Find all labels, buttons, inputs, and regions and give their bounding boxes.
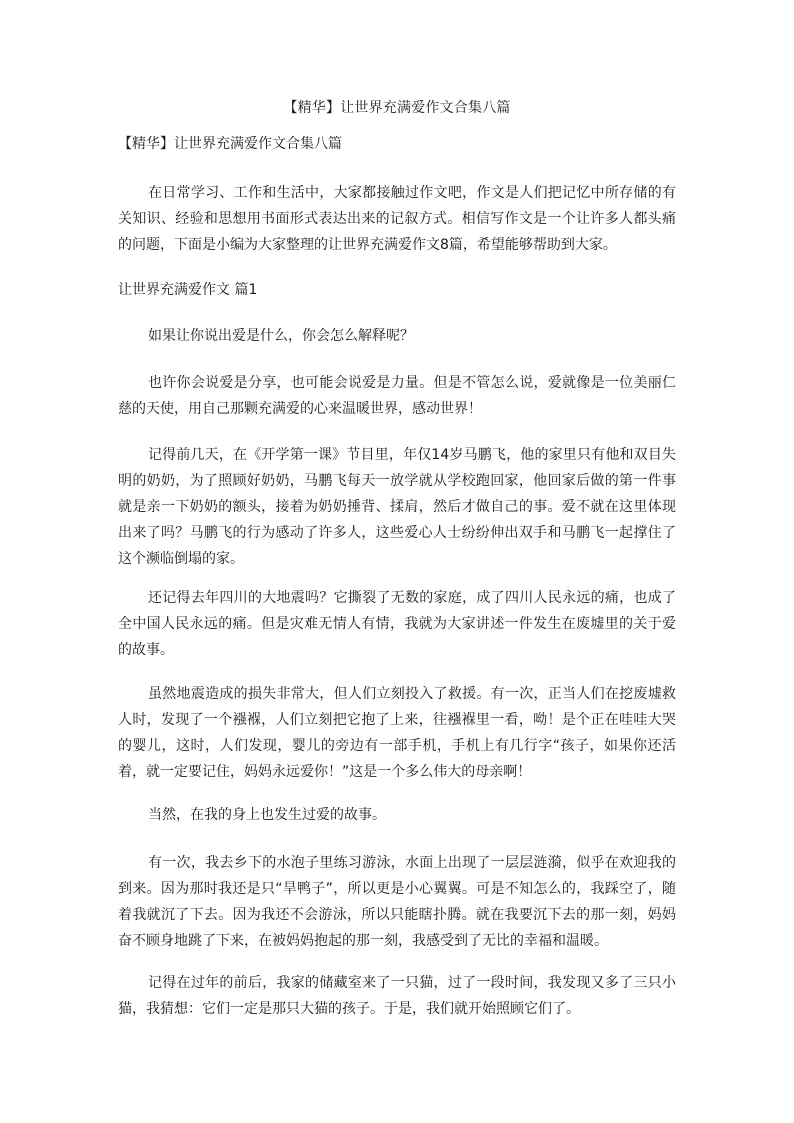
section-heading: 让世界充满爱作文 篇1 bbox=[118, 282, 258, 298]
body-paragraph: 有一次，我去乡下的水泡子里练习游泳，水面上出现了一层层涟漪，似乎在欢迎我的到来。因为那时我还是只“旱鸭子”，所以更是小心翼翼。可是不知怎么的，我踩空了，随着我就沉了下去。因为我还不会游泳，所以只能瞎扑腾。就在我要沉下去的那一刻，妈妈奋不顾身地跳了下来，在被妈妈抱起的那一刻，我感受到了无比的幸福和温暖。 bbox=[118, 855, 676, 949]
body-paragraph: 还记得去年四川的大地震吗？它撕裂了无数的家庭，成了四川人民永远的痛，也成了全中国人民永远的痛。但是灾难无情人有情，我就为大家讲述一件发生在废墟里的关于爱的故事。 bbox=[118, 590, 676, 658]
body-paragraph: 记得在过年的前后，我家的储藏室来了一只猫，过了一段时间，我发现又多了三只小猫，我猜想：它们一定是那只大猫的孩子。于是，我们就开始照顾它们了。 bbox=[118, 975, 676, 1017]
document-title: 【精华】让世界充满爱作文合集八篇 bbox=[283, 100, 511, 116]
body-paragraph: 也许你会说爱是分享，也可能会说爱是力量。但是不管怎么说，爱就像是一位美丽仁慈的天使，用自己那颗充满爱的心来温暖世界，感动世界！ bbox=[118, 375, 676, 417]
document-subtitle: 【精华】让世界充满爱作文合集八篇 bbox=[118, 136, 342, 152]
body-paragraph: 虽然地震造成的损失非常大，但人们立刻投入了救援。有一次，正当人们在挖废墟救人时，发现了一个襁褓，人们立刻把它抱了上来，往襁褓里一看，呦！是个正在哇哇大哭的婴儿，这时，人们发现，婴儿的旁边有一部手机，手机上有几行字“孩子，如果你还活着，就一定要记住，妈妈永远爱你！”这是一个多么伟大的母亲啊！ bbox=[118, 686, 676, 780]
intro-paragraph: 在日常学习、工作和生活中，大家都接触过作文吧，作文是人们把记忆中所存储的有关知识、经验和思想用书面形式表达出来的记叙方式。相信写作文是一个让许多人都头痛的问题，下面是小编为大家整理的让世界充满爱作文8篇，希望能够帮助到大家。 bbox=[118, 185, 676, 253]
body-paragraph: 当然，在我的身上也发生过爱的故事。 bbox=[148, 807, 386, 823]
body-paragraph: 如果让你说出爱是什么，你会怎么解释呢？ bbox=[148, 328, 414, 344]
body-paragraph: 记得前几天，在《开学第一课》节目里，年仅14岁马鹏飞，他的家里只有他和双目失明的奶奶，为了照顾好奶奶，马鹏飞每天一放学就从学校跑回家，他回家后做的第一件事就是亲一下奶奶的额头，接着为奶奶捶背、揉肩，然后才做自己的事。爱不就在这里体现出来了吗？马鹏飞的行为感动了许多人，这些爱心人士纷纷伸出双手和马鹏飞一起撑住了这个濒临倒塌的家。 bbox=[118, 447, 676, 567]
